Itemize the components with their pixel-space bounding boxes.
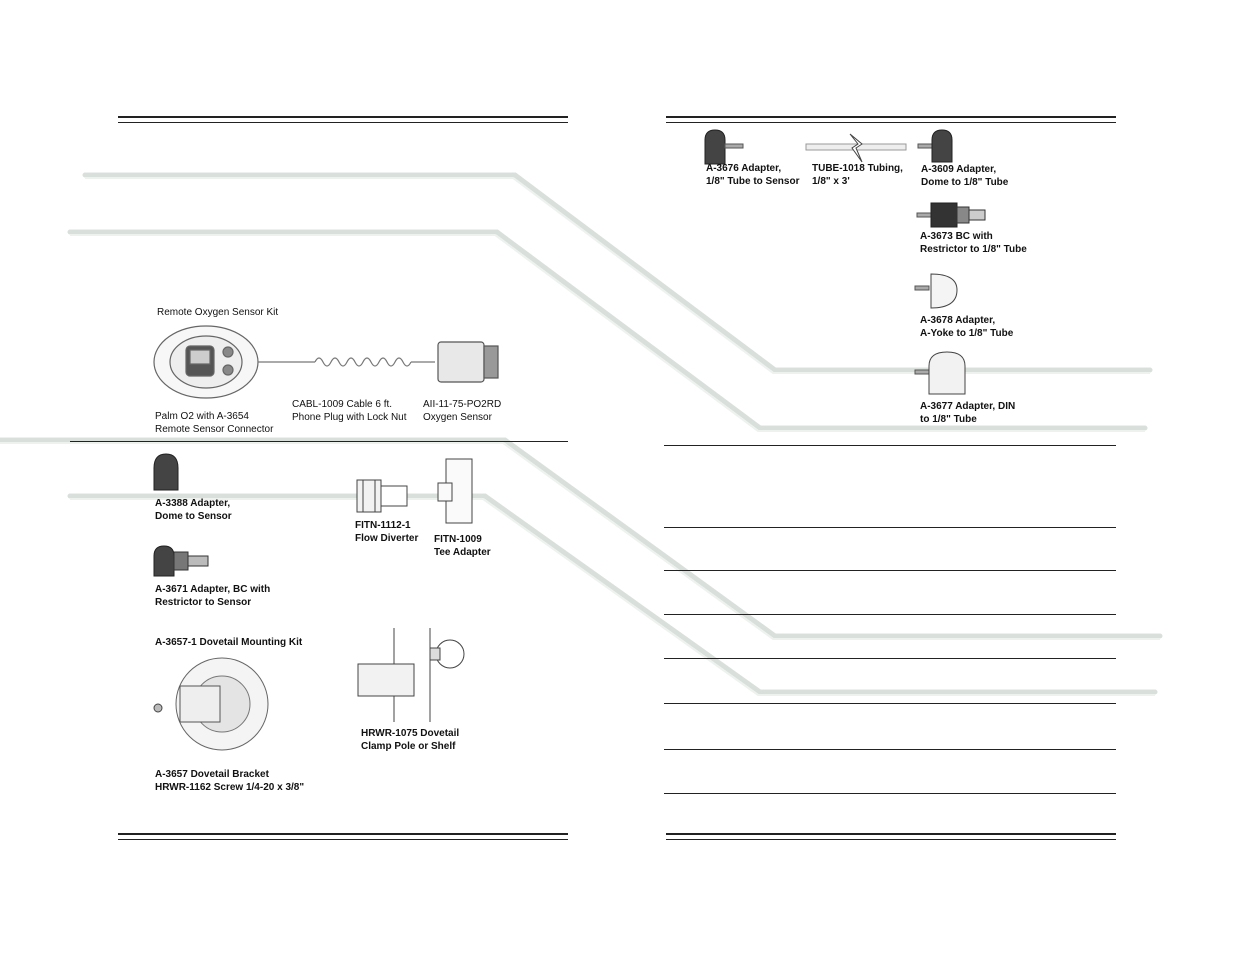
- right-rule: [664, 749, 1116, 750]
- kit-title: Remote Oxygen Sensor Kit: [157, 307, 279, 318]
- palm-label: Palm O2 with A-3654 Remote Sensor Connector: [155, 411, 274, 435]
- right-rule: [664, 793, 1116, 794]
- left-header-rule: [118, 116, 568, 123]
- bc-restrictor-to-tube-icon: [915, 201, 989, 229]
- dovetail-clamp-icon: [352, 628, 472, 724]
- tubing-icon: [806, 130, 910, 164]
- tube1018-label: TUBE-1018 Tubing, 1/8" x 3': [812, 163, 903, 187]
- bc-restrictor-adapter-icon: [152, 544, 214, 578]
- right-rule: [664, 445, 1116, 446]
- cable-icon: [258, 358, 435, 366]
- dovetail-bracket-icon: [150, 652, 270, 762]
- oxygen-sensor-icon: [438, 342, 498, 382]
- tee-adapter-icon: [436, 457, 476, 525]
- palm-o2-device-icon: [154, 326, 258, 398]
- yoke-to-tube-adapter-icon: [913, 268, 963, 312]
- right-rule: [664, 570, 1116, 571]
- a3671-label: A-3671 Adapter, BC with Restrictor to Sensor: [155, 584, 271, 608]
- left-footer-rule: [118, 833, 568, 840]
- a3678-label: A-3678 Adapter, A-Yoke to 1/8" Tube: [920, 315, 1014, 339]
- din-to-tube-adapter-icon: [913, 348, 973, 398]
- a3609-label: A-3609 Adapter, Dome to 1/8" Tube: [921, 164, 1009, 188]
- dome-to-tube-adapter-icon: [916, 128, 956, 164]
- left-section-rule: [70, 441, 568, 442]
- right-rule: [664, 658, 1116, 659]
- right-rule: [664, 614, 1116, 615]
- dome-adapter-icon: [152, 452, 192, 492]
- fitn1009-label: FITN-1009 Tee Adapter: [434, 534, 491, 558]
- right-rule: [664, 527, 1116, 528]
- a3677-label: A-3677 Adapter, DIN to 1/8" Tube: [920, 401, 1016, 425]
- right-footer-rule: [666, 833, 1116, 840]
- flow-diverter-icon: [355, 476, 415, 516]
- right-rule: [664, 703, 1116, 704]
- dovetail-kit-title: A-3657-1 Dovetail Mounting Kit: [155, 637, 303, 648]
- cable-label: CABL-1009 Cable 6 ft. Phone Plug with Lock Nut: [292, 399, 407, 423]
- fitn1112-label: FITN-1112-1 Flow Diverter: [355, 520, 419, 544]
- a3676-label: A-3676 Adapter, 1/8" Tube to Sensor: [706, 163, 800, 187]
- sensor-label: AII-11-75-PO2RD Oxygen Sensor: [423, 399, 502, 423]
- hrwr1075-label: HRWR-1075 Dovetail Clamp Pole or Shelf: [361, 728, 460, 752]
- right-header-rule: [666, 116, 1116, 123]
- a3657-label: A-3657 Dovetail Bracket HRWR-1162 Screw 1/4-20 x 3/8": [155, 769, 305, 793]
- tube-to-sensor-adapter-icon: [703, 128, 747, 166]
- remote-oxygen-sensor-kit-illustration: [150, 322, 510, 402]
- a3673-label: A-3673 BC with Restrictor to 1/8" Tube: [920, 231, 1027, 255]
- a3388-label: A-3388 Adapter, Dome to Sensor: [155, 498, 232, 522]
